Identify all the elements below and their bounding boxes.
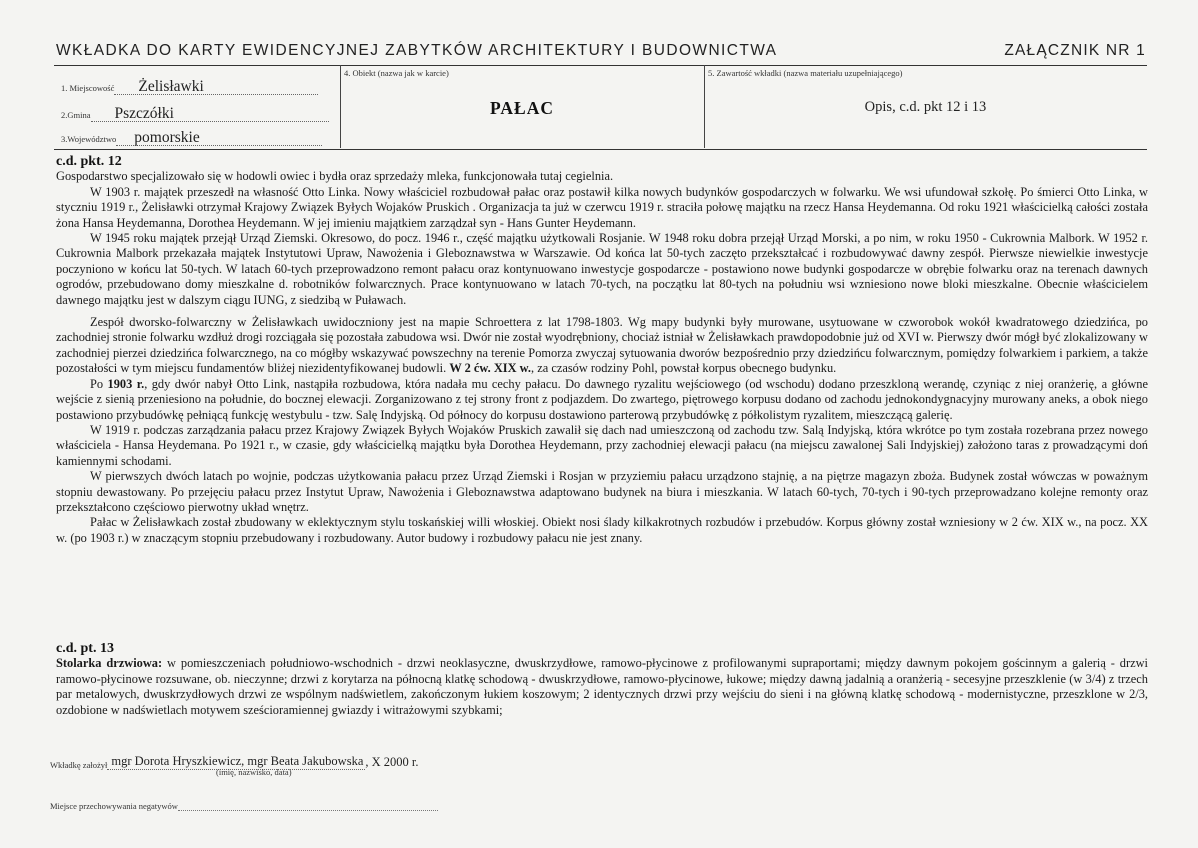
- section-13-lead: Stolarka drzwiowa:: [56, 656, 163, 671]
- paragraph-5-date: 1903 r.: [107, 376, 145, 391]
- paragraph-1: Gospodarstwo specjalizowało się w hodowli owiec i bydła oraz sprzedaży mleka, funkcjonowała tutaj cegielnia.: [56, 169, 614, 184]
- object-label: 4. Obiekt (nazwa jak w karcie): [344, 68, 449, 78]
- paragraph-6: W 1919 r. podczas zarządzania pałacu przez Krajowy Związek Byłych Wojaków Pruskich zawalił się dach nad umieszczoną od zachodu tzw. Salą Indyjską, która wkrótce po tym została rozebrana przez nowego właściciela - Hansa Heydemana. Po 1921 r., w czasie, gdy właścicielką majątku była Dorothea Heydemann, przy zachodniej elewacji pałacu (na miejscu zawalonej Sali Indyjskiej) założono taras z prowadzącymi doń kamiennymi schodami.: [56, 422, 1148, 468]
- storage-dotted-line: [178, 802, 438, 811]
- commune-label: 2.Gmina: [61, 110, 91, 120]
- section-13-text: w pomieszczeniach południowo-wschodnich - drzwi neoklasyczne, dwuskrzydłowe, ramowo-płycinowe z profilowanymi supraportami; między dawnym pokojem gościnnym a galerią - drzwi ramowo-płycinowe rozsuwane, ob. nieczynne; drzwi z korytarza na północną klatkę schodową - dwuskrzydłowe, ramowo-płycinowe, łukowe; między dawną jadalnią a oranżerią - secesyjne przeszklenie (w 3/4) z trzech par metalowych, dwuskrzydłowych drzwi ze wspólnym nadświetlem, zakończonym łukiem koszowym; 2 identycznych drzwi przy wejściu do sieni i na główną klatkę schodową - modernistyczne, przeszklone w 2/3, ozdobione w nadświetlach motywem sześcioramiennej gwiazdy i witrażowymi szybkami;: [56, 656, 1149, 717]
- paragraph-4-date: W 2 ćw. XIX w.: [449, 361, 532, 376]
- contents-label: 5. Zawartość wkładki (nazwa materiału uzupełniającego): [708, 68, 903, 78]
- object-value: PAŁAC: [490, 98, 554, 118]
- section-12-heading: c.d. pkt. 12: [56, 154, 122, 169]
- section-12: [56, 154, 1148, 546]
- contents-value: Opis, c.d. pkt 12 i 13: [864, 99, 987, 115]
- place-field: [61, 78, 318, 93]
- voivodeship-field: [61, 129, 322, 144]
- paragraph-2: W 1903 r. majątek przeszedł na własność Otto Linka. Nowy właściciel rozbudował pałac oraz postawił kilka nowych budynków gospodarczych w folwarku. We wsi ufundował szkołę. Po śmierci Otto Linka, w styczniu 1919 r., Żelisławki otrzymał Krajowy Związek Byłych Wojaków Pruskich . Organizacja ta już w czerwcu 1919 r. straciła połowę majątku na rzecz Hansa Heydemanna. Od roku 1921 właścicielką całości została żona Hansa Heydemanna, Dorothea Heydemann. W jej imieniu majątkiem zarządzał syn - Hans Gunter Heydemann.: [56, 184, 1148, 230]
- author-value: mgr Dorota Hryszkiewicz, mgr Beata Jakubowska: [107, 754, 365, 770]
- section-13-heading: c.d. pt. 13: [56, 641, 114, 656]
- paragraph-4-text: Zespół dworsko-folwarczny w Żelisławkach uwidoczniony jest na mapie Schroettera z lat 1798-1803. Wg mapy budynki były murowane, usytuowane w czworobok wokół kwadratowego dziedzińca, po zachodniej stronie folwarku wzdłuż drogi rozciągała się pozostała zabudowa wsi. Dwór nie został wyodrębniony, chociaż istniał w Żelisławkach prawdopodobnie już od XVI w. Pierwszy dwór mógł być zlokalizowany w zachodniej pierzei dziedzińca folwarcznego, na co mógłby wskazywać powszechny na terenie Pomorza zwyczaj sytuowania dworów bezpośrednio przy dziedzińcu folwarcznym, pomiędzy folwarkiem i parkiem, a także pozostałości w tym miejscu fundamentów bliżej niezidentyfikowanej budowli.: [56, 315, 1148, 376]
- paragraph-4: [56, 315, 1148, 377]
- paragraph-3: W 1945 roku majątek przejął Urząd Ziemski. Okresowo, do pocz. 1946 r., część majątku użytkowali Rosjanie. W 1948 roku dobra przejął Urząd Morski, a po nim, w roku 1950 - Cukrownia Malbork. W 1952 r. Cukrownia Malbork przekazała majątek Instytutowi Upraw, Nawożenia i Gleboznawstwa w Warszawie. Od końca lat 50-tych zaczęto przekształcać i rozbudowywać dawny zespół. Pierwsze niewielkie inwestycje poczyniono w końcu lat 50-tych. W latach 60-tych przeprowadzono remont pałacu oraz kontynuowano inwestycje gospodarcze - postawiono nowe budynki gospodarcze w obrębie folwarku oraz na terenach dawnych ogrodów, przebudowano domy mieszkalne d. robotników folwarcznych. Prace kontynuowano w latach 70-tych, na początku lat 80-tych na południu wsi wzniesiono nowe bloki mieszkalne. Obecnie właścicielem dawnego majątku jest w dalszym ciągu IUNG, z siedzibą w Puławach.: [56, 231, 1148, 307]
- paragraph-5: [56, 377, 1148, 423]
- paragraph-7: W pierwszych dwóch latach po wojnie, podczas użytkowania pałacu przez Urząd Ziemski i Rosjan w przyziemiu pałacu urządzono stajnię, a na piętrze magazyn zboża. Budynek został wówczas w poważnym stopniu dewastowany. Po przejęciu pałacu przez Instytut Upraw, Nawożenia i Gleboznawstwa adaptowano budynek na biura i mieszkania. W latach 60-tych, 70-tych i 90-tych przeprowadzano kolejne remonty oraz przekształcono częściowo pierwotny układ wnętrz.: [56, 469, 1148, 514]
- section-13: [56, 641, 1148, 718]
- voivodeship-label: 3.Województwo: [61, 134, 117, 144]
- paragraph-5-lead: Po: [90, 376, 104, 391]
- commune-field: [61, 105, 329, 120]
- commune-value: Pszczółki: [91, 107, 329, 122]
- place-label: 1. Miejscowość: [61, 83, 115, 93]
- voivodeship-value: pomorskie: [116, 131, 322, 146]
- author-label: Wkładkę założył: [50, 760, 108, 770]
- place-value: Żelisławki: [114, 80, 318, 95]
- author-caption: (imię, nazwisko, data): [216, 767, 292, 777]
- paragraph-8: Pałac w Żelisławkach został zbudowany w eklektycznym stylu toskańskiej willi włoskiej. Obiekt nosi ślady kilkakrotnych rozbudów i przebudów. Korpus główny został wzniesiony w 2 ćw. XIX w., na pocz. XX w. (po 1903 r.) w znaczącym stopniu przebudowany i rozbudowany. Autor budowy i rozbudowy pałacu nie jest znany.: [56, 515, 1148, 545]
- paragraph-4-tail: , za czasów rodziny Pohl, powstał korpus obecnego budynku.: [531, 361, 837, 376]
- paragraph-5-text: , gdy dwór nabył Otto Link, nastąpiła rozbudowa, która nadała mu cechy pałacu. Do dawnego ryzalitu wejściowego (od wschodu) dodano przeszkloną werandę, czyniąc z niej oranżerię, a główne wejście z sienią przeniesiono na południe, do bocznej elewacji. Zorganizowano z tej strony front z podjazdem. Do zwartego, piętrowego korpusu dodano od zachodu jednokondygnacyjny murowany aneks, a obok niego postawiono przybudówkę pełniącą funkcję westybulu - tzw. Salę Indyjską. Od północy do korpusu dostawiono parterową przybudówkę z półkolistym ryzalitem, mieszczącą galerię.: [56, 376, 1148, 422]
- author-date: , X 2000 r.: [365, 755, 419, 769]
- form-title: WKŁADKA DO KARTY EWIDENCYJNEJ ZABYTKÓW ARCHITEKTURY I BUDOWNICTWA: [56, 42, 778, 59]
- storage-label: Miejsce przechowywania negatywów: [50, 801, 178, 811]
- storage-field: [50, 801, 438, 811]
- annex-number: ZAŁĄCZNIK NR 1: [1004, 42, 1146, 59]
- section-13-paragraph: [56, 656, 1148, 718]
